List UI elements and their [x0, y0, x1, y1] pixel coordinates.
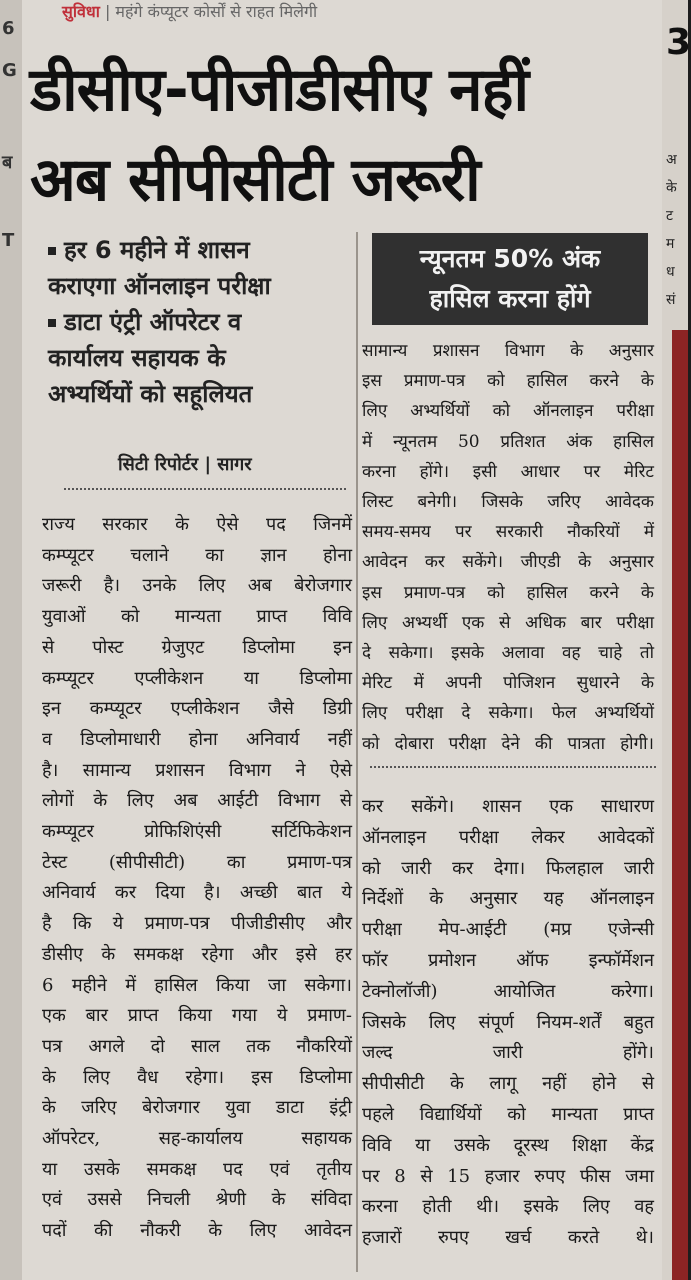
right-fragment: के: [666, 180, 677, 196]
column-rule: [356, 232, 358, 1272]
right-fragment: ट: [666, 208, 674, 224]
body-line: जल्द जारी होंगे।: [362, 1042, 654, 1064]
body-line: के लिए वैध रहेगा। इस डिप्लोमा: [42, 1066, 352, 1088]
kicker: सुविधा: [62, 2, 100, 21]
body-line: समय-समय पर सरकारी नौकरियों में: [362, 522, 654, 543]
body-line: टेक्नोलॉजी) आयोजित करेगा।: [362, 980, 654, 1002]
body-line: युवाओं को मान्यता प्राप्त विवि: [42, 606, 352, 628]
highlight-line: हासिल करना होंगे: [429, 284, 591, 313]
adjacent-red-block: [672, 330, 688, 1280]
body-line: इन कम्प्यूटर एप्लीकेशन जैसे डिग्री: [42, 698, 352, 720]
body-line: ऑनलाइन परीक्षा लेकर आवेदकों: [362, 826, 654, 848]
body-line: है कि ये प्रमाण-पत्र पीजीडीसीए और: [42, 913, 352, 935]
body-line: इस प्रमाण-पत्र को हासिल करने के: [362, 371, 654, 392]
right-fragment: अ: [666, 152, 677, 168]
summary-bullets: [48, 232, 358, 412]
body-line: पहले विद्यार्थियों को मान्यता प्राप्त: [362, 1103, 654, 1125]
body-column-right-top: [362, 336, 654, 759]
body-line: लिए परीक्षा दे सकेगा। फेल अभ्यर्थियों: [362, 703, 654, 724]
bullet-square-icon: [48, 247, 56, 255]
top-strip-text: | महंगे कंप्यूटर कोर्सों से राहत मिलेगी: [104, 2, 318, 21]
highlight-box: [372, 233, 648, 325]
body-line: मेरिट में अपनी पोजिशन सुधारने के: [362, 673, 654, 694]
adjacent-page-left: [0, 0, 22, 1280]
body-line: पर 8 से 15 हजार रुपए फीस जमा: [362, 1165, 654, 1187]
body-line: करना होती थी। इसके लिए वह: [362, 1196, 654, 1218]
body-line: सीपीसीटी के लागू नहीं होने से: [362, 1073, 654, 1095]
body-line: इस प्रमाण-पत्र को हासिल करने के: [362, 582, 654, 603]
highlight-line: न्यूनतम 50% अंक: [419, 244, 601, 273]
body-line: के जरिए बेरोजगार युवा डाटा इंट्री: [42, 1097, 352, 1119]
body-column-right-bottom: [362, 792, 654, 1254]
body-line: फॉर प्रमोशन ऑफ इन्फॉर्मेशन: [362, 949, 654, 971]
right-fragment: सं: [666, 292, 676, 308]
body-line: लिए अभ्यर्थियों को ऑनलाइन परीक्षा: [362, 401, 654, 422]
body-line: डीसीए के समकक्ष रहेगा और इसे हर: [42, 943, 352, 965]
left-fragment: T: [2, 230, 15, 251]
bullet-line: डाटा एंट्री ऑपरेटर व: [48, 304, 358, 340]
body-line: या उसके समकक्ष पद एवं तृतीय: [42, 1158, 352, 1180]
body-line: कम्प्यूटर एप्लीकेशन या डिप्लोमा: [42, 667, 352, 689]
body-line: परीक्षा मेप-आईटी (मप्र एजेन्सी: [362, 919, 654, 941]
body-line: से पोस्ट ग्रेजुएट डिप्लोमा इन: [42, 636, 352, 658]
body-line: ऑपरेटर, सह-कार्यालय सहायक: [42, 1128, 352, 1150]
body-column-left: [42, 510, 352, 1247]
body-line: राज्य सरकार के ऐसे पद जिनमें: [42, 514, 352, 535]
dotted-divider: [370, 766, 656, 768]
right-fragment-number: 3: [666, 22, 691, 63]
body-line: लोगों के लिए अब आईटी विभाग से: [42, 790, 352, 812]
body-line: कर सकेंगे। शासन एक साधारण: [362, 796, 654, 817]
body-line: सामान्य प्रशासन विभाग के अनुसार: [362, 341, 654, 361]
body-line: कम्प्यूटर चलाने का ज्ञान होना: [42, 544, 352, 566]
dotted-divider: [64, 488, 346, 490]
headline-line-2: अब सीपीसीटी जरूरी: [30, 145, 480, 215]
body-line: हजारों रुपए खर्च करते थे।: [362, 1227, 654, 1249]
body-line: कम्प्यूटर प्रोफिशिएंसी सर्टिफिकेशन: [42, 821, 352, 843]
body-line: व डिप्लोमाधारी होना अनिवार्य नहीं: [42, 728, 352, 750]
left-fragment: ब: [2, 152, 13, 173]
left-fragment: G: [2, 60, 17, 81]
headline-line-1: डीसीए-पीजीडीसीए नहीं: [30, 55, 529, 125]
body-line: एक बार प्राप्त किया गया ये प्रमाण-: [42, 1005, 352, 1027]
bullet-square-icon: [48, 319, 56, 327]
body-line: पदों की नौकरी के लिए आवेदन: [42, 1220, 352, 1242]
body-line: में न्यूनतम 50 प्रतिशत अंक हासिल: [362, 431, 654, 452]
right-fragment: ध: [666, 264, 675, 280]
body-line: 6 महीने में हासिल किया जा सकेगा।: [42, 974, 352, 996]
body-line: जरूरी है। उनके लिए अब बेरोजगार: [42, 575, 352, 597]
bullet-line: कराएगा ऑनलाइन परीक्षा: [48, 272, 271, 300]
body-line: को दोबारा परीक्षा देने की पात्रता होगी।: [362, 733, 654, 754]
bullet-line: अभ्यर्थियों को सहूलियत: [48, 380, 253, 408]
body-line: एवं उससे निचली श्रेणी के संविदा: [42, 1189, 352, 1211]
body-line: लिए अभ्यर्थी एक से अधिक बार परीक्षा: [362, 612, 654, 633]
body-line: निर्देशों के अनुसार यह ऑनलाइन: [362, 888, 654, 910]
bullet-line: हर 6 महीने में शासन: [48, 232, 358, 268]
body-line: अनिवार्य कर दिया है। अच्छी बात ये: [42, 882, 352, 904]
left-fragment: 6: [2, 18, 15, 39]
adjacent-page-right: [662, 0, 691, 1280]
body-line: करना होंगे। इसी आधार पर मेरिट: [362, 461, 654, 482]
body-line: दे सकेगा। इसके अलावा वह चाहे तो: [362, 643, 654, 664]
body-line: आवेदन कर सकेंगे। जीएडी के अनुसार: [362, 552, 654, 573]
body-line: लिस्ट बनेगी। जिसके जरिए आवेदक: [362, 492, 654, 513]
top-strip: [62, 0, 317, 22]
body-line: को जारी कर देगा। फिलहाल जारी: [362, 857, 654, 879]
bullet-line: कार्यालय सहायक के: [48, 344, 226, 372]
body-line: जिसके लिए संपूर्ण नियम-शर्तें बहुत: [362, 1011, 654, 1033]
body-line: टेस्ट (सीपीसीटी) का प्रमाण-पत्र: [42, 851, 352, 873]
body-line: है। सामान्य प्रशासन विभाग ने ऐसे: [42, 759, 352, 781]
right-fragment: म: [666, 236, 675, 252]
body-line: पत्र अगले दो साल तक नौकरियों: [42, 1035, 352, 1057]
byline: सिटी रिपोर्टर | सागर: [118, 454, 252, 475]
body-line: विवि या उसके दूरस्थ शिक्षा केंद्र: [362, 1134, 654, 1156]
